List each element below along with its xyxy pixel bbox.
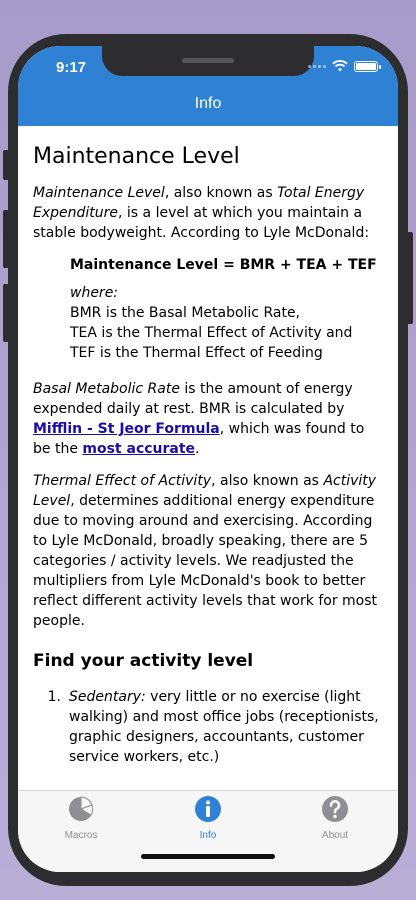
info-content[interactable] xyxy=(18,126,398,790)
info-icon xyxy=(194,795,222,823)
article-heading: Maintenance Level xyxy=(33,144,240,169)
tab-macros[interactable] xyxy=(41,795,121,841)
volume-up-button xyxy=(3,210,9,268)
wifi-icon xyxy=(332,60,348,72)
bmr-text-2: , which was found to be the xyxy=(33,421,365,457)
tab-label-info: Info xyxy=(199,830,217,841)
notch xyxy=(102,46,314,76)
list-item xyxy=(33,687,383,767)
power-button xyxy=(407,232,413,324)
legend-line-tea: TEA is the Thermal Effect of Activity and xyxy=(70,325,353,341)
tab-label-about: About xyxy=(321,830,349,841)
level-name: Sedentary: xyxy=(69,689,146,705)
signal-icon xyxy=(308,65,326,68)
term-basal-metabolic-rate: Basal Metabolic Rate xyxy=(33,381,180,397)
intro-text-1: , also known as xyxy=(164,185,278,201)
pie-chart-icon xyxy=(67,795,95,823)
term-total-energy-expenditure: Total Energy Expenditure xyxy=(33,185,365,221)
tab-bar xyxy=(18,790,398,872)
tea-text-1: , also known as xyxy=(211,473,324,489)
status-time: 9:17 xyxy=(56,59,87,76)
screen xyxy=(18,46,398,872)
where-label: where: xyxy=(70,285,119,301)
intro-paragraph xyxy=(33,183,383,243)
list-text xyxy=(69,687,383,767)
bmr-text-1: is the amount of energy expended daily at rest. BMR is calculated by xyxy=(33,381,353,417)
term-thermal-effect-of-activity: Thermal Effect of Activity xyxy=(33,473,212,489)
legend-line-bmr: BMR is the Basal Metabolic Rate, xyxy=(70,305,301,321)
nav-title: Info xyxy=(194,95,222,112)
intro-text-2: , is a level at which you maintain a stable bodyweight. According to Lyle McDonald: xyxy=(33,205,370,241)
question-icon xyxy=(321,795,349,823)
legend-line-tef: TEF is the Thermal Effect of Feeding xyxy=(70,345,323,361)
maintenance-formula: Maintenance Level = BMR + TEA + TEF xyxy=(70,257,377,273)
list-number: 1. xyxy=(47,689,61,705)
mute-switch xyxy=(3,150,9,180)
term-maintenance-level: Maintenance Level xyxy=(33,185,165,201)
most-accurate-link[interactable]: most accurate xyxy=(82,441,196,457)
volume-down-button xyxy=(3,284,9,342)
status-bar xyxy=(18,46,398,90)
battery-icon xyxy=(354,61,378,72)
bmr-paragraph xyxy=(33,379,383,459)
level-description: very little or no exercise (light walking) and most office jobs (receptionists, graphic designers, accountants, customer service workers, etc.) xyxy=(69,689,379,765)
tab-info[interactable] xyxy=(168,795,248,841)
tab-label-macros: Macros xyxy=(64,830,98,841)
navigation-bar xyxy=(18,90,398,126)
term-activity-level: Activity Level xyxy=(33,473,377,509)
section-heading: Find your activity level xyxy=(33,651,254,671)
formula-legend xyxy=(70,283,383,363)
tea-paragraph xyxy=(33,471,383,631)
tea-text-2: , determines additional energy expenditure due to moving around and exercising. According to Lyle McDonald, broadly speaking, there are 5 categories / activity levels. We readjusted the multipliers from Lyle McDonald's book to better reflect different activity levels that work for most people. xyxy=(33,493,378,629)
mifflin-formula-link[interactable]: Mifflin - St Jeor Formula xyxy=(33,421,220,437)
bmr-text-3: . xyxy=(195,441,200,457)
speaker-grille xyxy=(182,58,234,63)
home-indicator[interactable] xyxy=(141,854,275,859)
tab-about[interactable] xyxy=(295,795,375,841)
status-icons xyxy=(308,60,378,72)
